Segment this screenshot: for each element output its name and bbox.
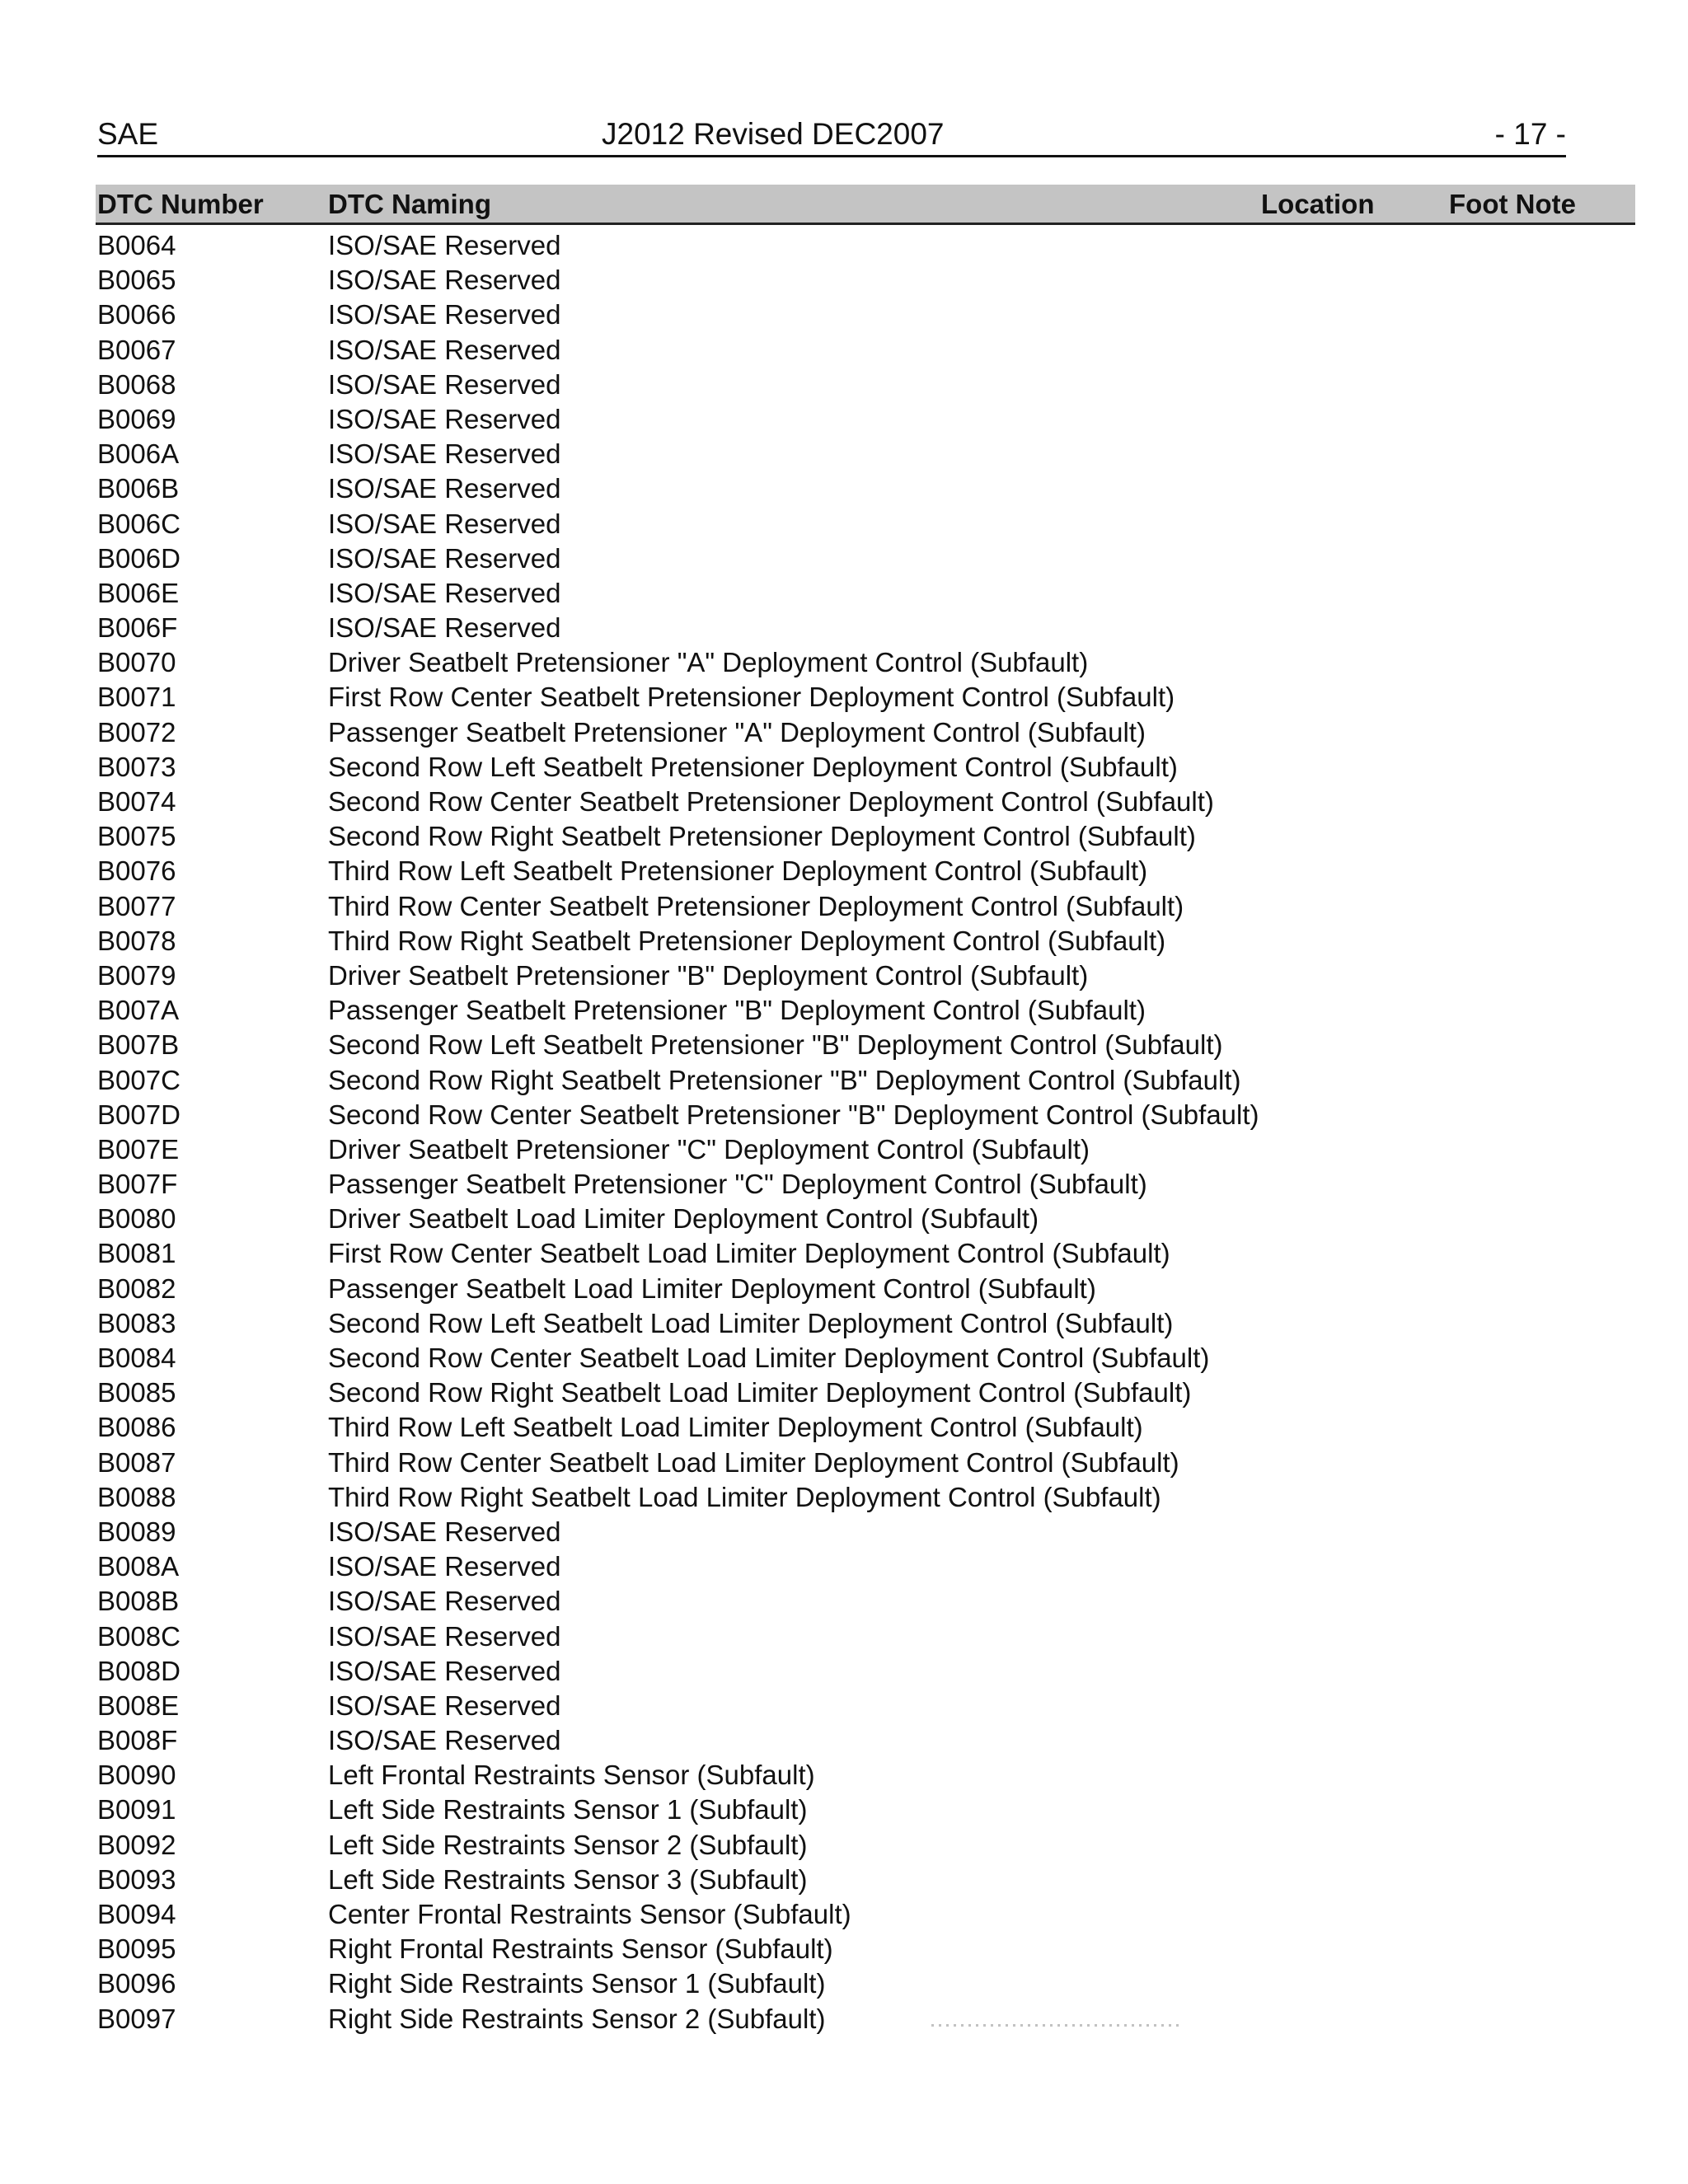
dtc-number-cell: B007C bbox=[97, 1064, 181, 1095]
table-row bbox=[97, 785, 1635, 819]
dtc-naming-cell: ISO/SAE Reserved bbox=[328, 473, 561, 504]
dtc-number-cell: B006F bbox=[97, 612, 178, 644]
table-header bbox=[96, 185, 1635, 225]
table-row bbox=[97, 1167, 1635, 1202]
dtc-number-cell: B0079 bbox=[97, 959, 176, 991]
dtc-number-cell: B0064 bbox=[97, 230, 176, 260]
table-row bbox=[97, 1515, 1635, 1549]
header-organization: SAE bbox=[97, 117, 159, 151]
dtc-number-cell: B0081 bbox=[97, 1238, 176, 1269]
table-row bbox=[97, 1063, 1635, 1098]
dtc-number-cell: B0082 bbox=[97, 1272, 176, 1304]
dtc-naming-cell: Passenger Seatbelt Pretensioner "C" Deployment Control (Subfault) bbox=[328, 1169, 1147, 1200]
dtc-naming-cell: Right Side Restraints Sensor 1 (Subfault) bbox=[328, 1968, 826, 1999]
table-row bbox=[97, 750, 1635, 785]
dtc-naming-cell: Second Row Right Seatbelt Pretensioner Deployment Control (Subfault) bbox=[328, 821, 1196, 852]
table-row bbox=[97, 507, 1635, 541]
dtc-naming-cell: ISO/SAE Reserved bbox=[328, 368, 561, 400]
column-header-dtc-number: DTC Number bbox=[97, 189, 264, 219]
table-row bbox=[97, 471, 1635, 506]
table-row bbox=[97, 924, 1635, 958]
table-row bbox=[97, 402, 1635, 437]
dtc-number-cell: B0077 bbox=[97, 890, 176, 921]
table-row bbox=[97, 958, 1635, 993]
dtc-number-cell: B006B bbox=[97, 473, 180, 504]
table-row bbox=[97, 645, 1635, 680]
dtc-naming-cell: Passenger Seatbelt Pretensioner "A" Deployment Control (Subfault) bbox=[328, 716, 1146, 748]
dtc-number-cell: B007B bbox=[97, 1029, 180, 1061]
dtc-number-cell: B0089 bbox=[97, 1516, 176, 1547]
dtc-number-cell: B0092 bbox=[97, 1829, 176, 1860]
table-row bbox=[97, 1549, 1635, 1584]
dtc-number-cell: B0091 bbox=[97, 1794, 176, 1825]
table-row bbox=[97, 715, 1635, 750]
dtc-number-cell: B006D bbox=[97, 542, 181, 574]
dtc-naming-cell: ISO/SAE Reserved bbox=[328, 299, 561, 330]
dtc-naming-cell: First Row Center Seatbelt Pretensioner Deployment Control (Subfault) bbox=[328, 682, 1175, 713]
dtc-naming-cell: Third Row Right Seatbelt Pretensioner Deployment Control (Subfault) bbox=[328, 925, 1166, 956]
table-row bbox=[97, 576, 1635, 611]
dtc-naming-cell: Passenger Seatbelt Load Limiter Deployment Control (Subfault) bbox=[328, 1272, 1096, 1304]
dtc-number-cell: B0083 bbox=[97, 1307, 176, 1338]
dtc-number-cell: B0080 bbox=[97, 1203, 176, 1235]
dtc-number-cell: B0093 bbox=[97, 1863, 176, 1895]
table-row bbox=[97, 333, 1635, 368]
table-row bbox=[97, 1654, 1635, 1689]
dtc-number-cell: B007E bbox=[97, 1133, 180, 1165]
dtc-naming-cell: Third Row Right Seatbelt Load Limiter Deployment Control (Subfault) bbox=[328, 1481, 1161, 1512]
dtc-number-cell: B008B bbox=[97, 1586, 180, 1617]
dtc-number-cell: B0073 bbox=[97, 751, 176, 782]
dtc-number-cell: B0072 bbox=[97, 716, 176, 748]
dtc-number-cell: B008E bbox=[97, 1690, 180, 1721]
dtc-naming-cell: ISO/SAE Reserved bbox=[328, 1516, 561, 1547]
dtc-number-cell: B007A bbox=[97, 995, 180, 1026]
table-row bbox=[97, 1758, 1635, 1793]
dtc-number-cell: B0095 bbox=[97, 1933, 176, 1965]
dtc-number-cell: B007F bbox=[97, 1169, 178, 1200]
dtc-naming-cell: Driver Seatbelt Load Limiter Deployment Control (Subfault) bbox=[328, 1203, 1039, 1235]
table-row bbox=[97, 611, 1635, 645]
dtc-naming-cell: Right Side Restraints Sensor 2 (Subfault) bbox=[328, 2003, 826, 2034]
table-row bbox=[97, 1619, 1635, 1654]
table-row bbox=[97, 1410, 1635, 1445]
scan-artifact bbox=[931, 2024, 1179, 2027]
table-row bbox=[97, 1098, 1635, 1132]
table-row bbox=[97, 228, 1635, 263]
dtc-naming-cell: Left Side Restraints Sensor 3 (Subfault) bbox=[328, 1863, 808, 1895]
page-header bbox=[97, 117, 1566, 157]
column-header-dtc-naming: DTC Naming bbox=[328, 189, 491, 219]
dtc-number-cell: B006A bbox=[97, 438, 180, 470]
dtc-naming-cell: Second Row Center Seatbelt Load Limiter Deployment Control (Subfault) bbox=[328, 1343, 1210, 1373]
table-row bbox=[97, 1480, 1635, 1515]
dtc-naming-cell: Third Row Center Seatbelt Load Limiter Deployment Control (Subfault) bbox=[328, 1446, 1179, 1478]
table-row bbox=[97, 889, 1635, 924]
table-row bbox=[97, 1236, 1635, 1271]
dtc-naming-cell: Second Row Left Seatbelt Load Limiter Deployment Control (Subfault) bbox=[328, 1307, 1174, 1338]
dtc-naming-cell: Driver Seatbelt Pretensioner "A" Deployment Control (Subfault) bbox=[328, 647, 1089, 678]
table-row bbox=[97, 680, 1635, 715]
table-row bbox=[97, 1966, 1635, 2001]
table-row bbox=[97, 819, 1635, 854]
dtc-naming-cell: Right Frontal Restraints Sensor (Subfault) bbox=[328, 1933, 833, 1965]
dtc-naming-cell: Driver Seatbelt Pretensioner "B" Deployment Control (Subfault) bbox=[328, 959, 1089, 991]
dtc-number-cell: B0076 bbox=[97, 855, 176, 887]
dtc-naming-cell: ISO/SAE Reserved bbox=[328, 1690, 561, 1721]
dtc-naming-cell: ISO/SAE Reserved bbox=[328, 508, 561, 539]
table-row bbox=[97, 1272, 1635, 1306]
dtc-number-cell: B0096 bbox=[97, 1968, 176, 1999]
table-row bbox=[97, 1306, 1635, 1341]
table-row bbox=[97, 1863, 1635, 1897]
dtc-number-cell: B008D bbox=[97, 1655, 181, 1686]
dtc-naming-cell: Second Row Center Seatbelt Pretensioner Deployment Control (Subfault) bbox=[328, 786, 1214, 817]
dtc-naming-cell: ISO/SAE Reserved bbox=[328, 1551, 561, 1582]
header-document-id: J2012 Revised DEC2007 bbox=[602, 117, 945, 151]
dtc-number-cell: B0066 bbox=[97, 299, 176, 330]
dtc-naming-cell: ISO/SAE Reserved bbox=[328, 1620, 561, 1652]
column-header-location: Location bbox=[1261, 189, 1375, 219]
dtc-number-cell: B0067 bbox=[97, 334, 176, 365]
dtc-number-cell: B0074 bbox=[97, 786, 176, 817]
dtc-number-cell: B0068 bbox=[97, 368, 176, 400]
table-row bbox=[97, 1584, 1635, 1619]
dtc-number-cell: B008C bbox=[97, 1620, 181, 1652]
dtc-number-cell: B0069 bbox=[97, 403, 176, 434]
dtc-naming-cell: Center Frontal Restraints Sensor (Subfault) bbox=[328, 1899, 851, 1929]
dtc-number-cell: B0084 bbox=[97, 1343, 176, 1373]
dtc-number-cell: B008F bbox=[97, 1725, 178, 1756]
dtc-naming-cell: ISO/SAE Reserved bbox=[328, 577, 561, 608]
header-page-number: - 17 - bbox=[1494, 117, 1566, 151]
table-row bbox=[97, 854, 1635, 888]
dtc-number-cell: B0071 bbox=[97, 682, 176, 713]
dtc-naming-cell: ISO/SAE Reserved bbox=[328, 1586, 561, 1617]
dtc-naming-cell: Third Row Left Seatbelt Load Limiter Deployment Control (Subfault) bbox=[328, 1412, 1143, 1443]
dtc-naming-cell: ISO/SAE Reserved bbox=[328, 438, 561, 470]
table-row bbox=[97, 1828, 1635, 1863]
table-row bbox=[97, 1028, 1635, 1062]
dtc-naming-cell: Passenger Seatbelt Pretensioner "B" Deployment Control (Subfault) bbox=[328, 995, 1146, 1026]
dtc-number-cell: B0090 bbox=[97, 1760, 176, 1791]
dtc-naming-cell: Driver Seatbelt Pretensioner "C" Deployment Control (Subfault) bbox=[328, 1133, 1090, 1165]
table-row bbox=[97, 437, 1635, 471]
dtc-table-body bbox=[97, 228, 1635, 2036]
table-row bbox=[97, 1341, 1635, 1376]
table-row bbox=[97, 1446, 1635, 1480]
dtc-naming-cell: ISO/SAE Reserved bbox=[328, 265, 561, 296]
column-header-foot-note: Foot Note bbox=[1449, 189, 1576, 219]
dtc-naming-cell: ISO/SAE Reserved bbox=[328, 1725, 561, 1756]
dtc-naming-cell: ISO/SAE Reserved bbox=[328, 334, 561, 365]
dtc-number-cell: B0085 bbox=[97, 1377, 176, 1408]
dtc-naming-cell: Third Row Left Seatbelt Pretensioner Deployment Control (Subfault) bbox=[328, 855, 1148, 887]
table-row bbox=[97, 1132, 1635, 1167]
table-row bbox=[97, 1723, 1635, 1758]
table-row bbox=[97, 368, 1635, 402]
dtc-number-cell: B0097 bbox=[97, 2003, 176, 2034]
dtc-number-cell: B006C bbox=[97, 508, 181, 539]
dtc-number-cell: B0070 bbox=[97, 647, 176, 678]
table-row bbox=[97, 1897, 1635, 1932]
dtc-naming-cell: Left Side Restraints Sensor 2 (Subfault) bbox=[328, 1829, 808, 1860]
dtc-number-cell: B0086 bbox=[97, 1412, 176, 1443]
dtc-naming-cell: Second Row Left Seatbelt Pretensioner "B" Deployment Control (Subfault) bbox=[328, 1029, 1223, 1061]
dtc-naming-cell: First Row Center Seatbelt Load Limiter Deployment Control (Subfault) bbox=[328, 1238, 1170, 1269]
dtc-naming-cell: ISO/SAE Reserved bbox=[328, 230, 561, 260]
dtc-naming-cell: Second Row Left Seatbelt Pretensioner Deployment Control (Subfault) bbox=[328, 751, 1178, 782]
table-row bbox=[97, 2002, 1635, 2036]
table-row bbox=[97, 1793, 1635, 1827]
table-row bbox=[97, 541, 1635, 576]
dtc-naming-cell: Second Row Right Seatbelt Load Limiter Deployment Control (Subfault) bbox=[328, 1377, 1192, 1408]
dtc-number-cell: B0078 bbox=[97, 925, 176, 956]
dtc-naming-cell: Second Row Right Seatbelt Pretensioner "B" Deployment Control (Subfault) bbox=[328, 1064, 1241, 1095]
table-row bbox=[97, 263, 1635, 298]
table-row bbox=[97, 1932, 1635, 1966]
dtc-number-cell: B0088 bbox=[97, 1481, 176, 1512]
table-row bbox=[97, 993, 1635, 1028]
dtc-number-cell: B006E bbox=[97, 577, 180, 608]
dtc-naming-cell: ISO/SAE Reserved bbox=[328, 403, 561, 434]
table-row bbox=[97, 1376, 1635, 1410]
table-row bbox=[97, 1689, 1635, 1723]
dtc-naming-cell: ISO/SAE Reserved bbox=[328, 612, 561, 644]
table-row bbox=[97, 1202, 1635, 1236]
dtc-naming-cell: Left Side Restraints Sensor 1 (Subfault) bbox=[328, 1794, 808, 1825]
dtc-naming-cell: Left Frontal Restraints Sensor (Subfault) bbox=[328, 1760, 815, 1791]
dtc-number-cell: B0065 bbox=[97, 265, 176, 296]
dtc-number-cell: B0087 bbox=[97, 1446, 176, 1478]
dtc-number-cell: B0094 bbox=[97, 1899, 176, 1929]
dtc-number-cell: B0075 bbox=[97, 821, 176, 852]
dtc-naming-cell: Second Row Center Seatbelt Pretensioner "B" Deployment Control (Subfault) bbox=[328, 1099, 1259, 1130]
table-row bbox=[97, 298, 1635, 332]
dtc-naming-cell: ISO/SAE Reserved bbox=[328, 542, 561, 574]
dtc-naming-cell: ISO/SAE Reserved bbox=[328, 1655, 561, 1686]
dtc-number-cell: B008A bbox=[97, 1551, 180, 1582]
dtc-number-cell: B007D bbox=[97, 1099, 181, 1130]
dtc-naming-cell: Third Row Center Seatbelt Pretensioner Deployment Control (Subfault) bbox=[328, 890, 1184, 921]
